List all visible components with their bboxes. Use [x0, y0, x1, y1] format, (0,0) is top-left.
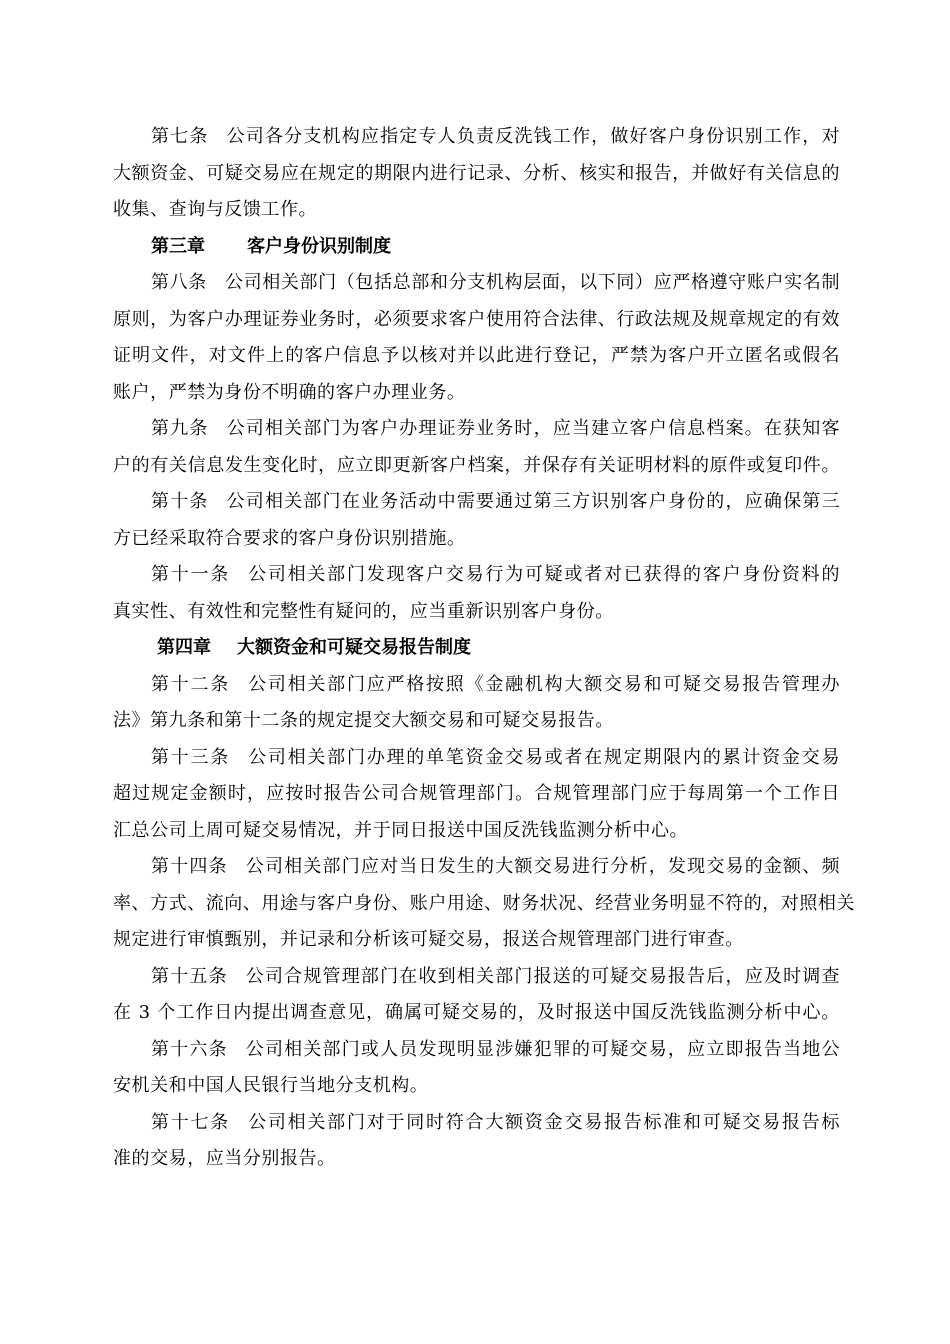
article-text-line: 原则，为客户办理证券业务时，必须要求客户使用符合法律、行政法规及规章规定的有效 — [113, 308, 840, 330]
article-text-line: 法》第九条和第十二条的规定提交大额交易和可疑交易报告。 — [113, 710, 614, 731]
article-text-line: 汇总公司上周可疑交易情况，并于同日报送中国反洗钱监测分析中心。 — [113, 819, 689, 841]
chapter-title: 大额资金和可疑交易报告制度 — [237, 637, 471, 658]
article-number: 第十五条 — [151, 965, 228, 987]
article-10 — [113, 484, 840, 557]
article-text-line: 证明文件，对文件上的客户信息予以核对并以此进行登记，严禁为客户开立匿名或假名 — [113, 345, 840, 366]
article-number: 第七条 — [151, 126, 209, 147]
chapter-4-heading — [113, 630, 840, 667]
article-15 — [113, 959, 840, 1032]
chapter-3-heading — [113, 229, 840, 266]
chapter-number: 第四章 — [157, 637, 211, 658]
article-text-line: 规定进行审慎甄别，并记录和分析该可疑交易，报送合规管理部门进行审查。 — [113, 929, 744, 950]
article-text-line: 公司相关部门对于同时符合大额资金交易报告标准和可疑交易报告标 — [248, 1111, 841, 1133]
article-text-line: 安机关和中国人民银行当地分支机构。 — [113, 1075, 429, 1096]
article-12 — [113, 667, 840, 740]
article-text-line: 真实性、有效性和完整性有疑问的，应当重新识别客户身份。 — [113, 600, 614, 622]
article-number: 第十二条 — [151, 673, 231, 695]
article-text-line: 公司相关部门或人员发现明显涉嫌犯罪的可疑交易，应立即报告当地公 — [245, 1038, 841, 1060]
article-17 — [113, 1105, 840, 1178]
article-number: 第九条 — [151, 418, 209, 439]
article-text-line: 公司合规管理部门在收到相关部门报送的可疑交易报告后，应及时调查 — [245, 965, 841, 987]
article-number: 第十一条 — [151, 564, 231, 585]
article-text-line: 户的有关信息发生变化时，应立即更新客户档案，并保存有关证明材料的原件或复印件。 — [113, 454, 840, 476]
article-text-line: 公司相关部门办理的单笔资金交易或者在规定期限内的累计资金交易 — [248, 746, 841, 768]
article-text-line: 收集、查询与反馈工作。 — [113, 199, 318, 220]
article-text-line: 率、方式、流向、用途与客户身份、账户用途、财务状况、经营业务明显不符的，对照相关 — [113, 892, 855, 914]
article-text-line: 大额资金、可疑交易应在规定的期限内进行记录、分析、核实和报告，并做好有关信息的 — [113, 162, 840, 184]
article-number: 第十三条 — [151, 746, 231, 768]
article-text-line: 公司相关部门应对当日发生的大额交易进行分析，发现交易的金额、频 — [245, 856, 841, 877]
article-7 — [113, 119, 840, 229]
article-14 — [113, 849, 855, 959]
article-text-line: 公司相关部门在业务活动中需要通过第三方识别客户身份的，应确保第三 — [226, 491, 840, 512]
article-text-line: 准的交易，应当分别报告。 — [113, 1148, 336, 1169]
article-text-line: 方已经采取符合要求的客户身份识别措施。 — [113, 527, 466, 549]
article-text-line: 超过规定金额时，应按时报告公司合规管理部门。合规管理部门应于每周第一个工作日 — [113, 783, 840, 804]
article-text-line: 公司相关部门应严格按照《金融机构大额交易和可疑交易报告管理办 — [248, 673, 841, 695]
article-number: 第十六条 — [151, 1038, 228, 1060]
article-9 — [113, 411, 840, 484]
article-number: 第十条 — [151, 491, 209, 512]
article-text-line: 公司相关部门发现客户交易行为可疑或者对已获得的客户身份资料的 — [248, 564, 841, 585]
article-text-line: 在 3 个工作日内提出调查意见，确属可疑交易的，及时报送中国反洗钱监测分析中心。 — [113, 1002, 840, 1023]
article-number: 第十七条 — [151, 1111, 231, 1133]
chapter-title: 客户身份识别制度 — [247, 235, 391, 257]
article-text-line: 账户，严禁为身份不明确的客户办理业务。 — [113, 381, 466, 403]
article-11 — [113, 557, 840, 630]
article-13 — [113, 740, 840, 850]
article-text-line: 公司各分支机构应指定专人负责反洗钱工作，做好客户身份识别工作，对 — [226, 126, 840, 147]
article-text-line: 公司相关部门（包括总部和分支机构层面，以下同）应严格遵守账户实名制 — [224, 272, 840, 293]
article-number: 第八条 — [151, 272, 207, 293]
article-8 — [113, 265, 840, 411]
chapter-number: 第三章 — [151, 235, 205, 257]
article-16 — [113, 1032, 840, 1105]
article-number: 第十四条 — [151, 856, 228, 877]
article-text-line: 公司相关部门为客户办理证券业务时，应当建立客户信息档案。在获知客 — [226, 418, 840, 439]
